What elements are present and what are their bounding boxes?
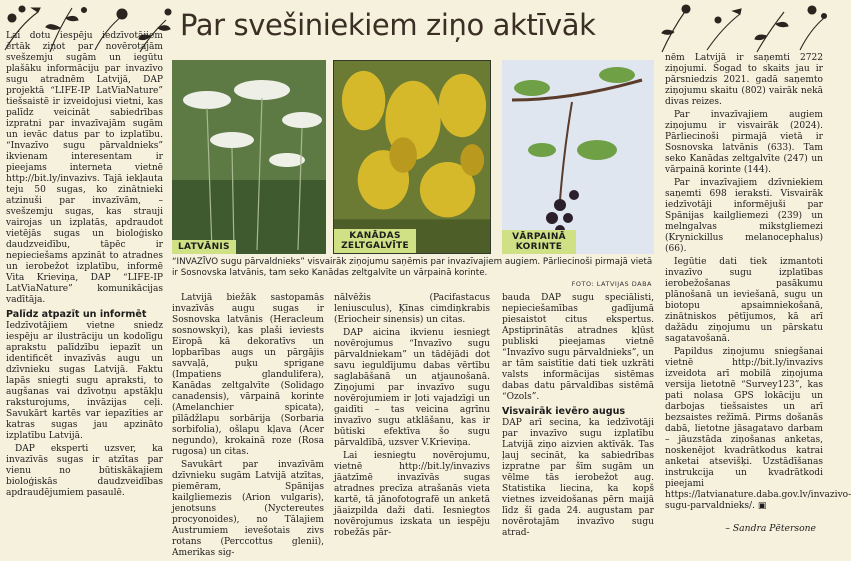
photo-label: KANĀDAS ZELTGALVĪTE: [334, 229, 416, 253]
photo-caption: “INVAZĪVO sugu pārvaldnieks” visvairāk ziņojumu saņēmis par invazīvajiem augiem. Pārliecinoši pirmajā vietā ir Sosnovska latvānis, tam seko Kanādas zeltgalvīte un vārpainā korinte.: [172, 257, 653, 278]
photo-credit: FOTO: LATVIJAS DABA: [571, 280, 652, 288]
paragraph: Par invazīvajiem dzīvniekiem saņemti 698 ieraksti. Visvairāk iedzīvotāji informējuši par Spānijas kailgliemezi (239) un melngalvas mikstgliemezi (Krynickillus melanocephalus) (66).: [665, 178, 823, 254]
column-3: [334, 293, 490, 541]
paragraph: nālvēžis (Pacifastacus leniusculus), Ķīnas cimdiņkrabis (Eriocheir sinensis) un citas.: [334, 293, 490, 325]
paragraph: Par invazīvajiem augiem ziņojumu ir visvairāk (2024). Pārliecinoši pirmajā vietā ir Sosnovska latvānis (633). Tam seko Kanādas zeltgalvīte (247) un vārpainā korinte (144).: [665, 110, 823, 175]
paragraph: DAP eksperti uzsver, ka invazīvās sugas ir atzītas par vienu no būtiskākajiem bioloģiskās daudzveidības apdraudējumiem pasaulē.: [6, 444, 163, 498]
paragraph: DAP aicina ikvienu iesniegt novērojumus “Invazīvo sugu pārvaldniekam” un tādējādi dot savu ieguldījumu dabas vērtību saglabāšanā un atjaunošanā. Ziņojumi par invazīvo sugu novērojumiem ir ļoti vajadzīgi un gaidīti – tas veicina agrīnu invazīvo sugu atklāšanu, kas ir būtiski efektīva šo sugu pārvaldībā, uzsver V.Krieviņa.: [334, 328, 490, 448]
photo-zeltgalvite: [333, 60, 491, 254]
paragraph: Latvijā biežāk sastopamās invazīvās augu sugas ir Sosnovska latvānis (Heracleum sosnowskyi), kas plaši ieviests Eiropā kā dekoratīvs un lopbarības augs un pārgājis savvaļā, puķu sprigane (Impatiens glandulifera), Kanādas zeltgalvīte (Solidago canadensis), vārpainā korinte (Amelanchier spicata), pīlādžlapu sorbārija (Sorbaria sorbifolia), ošlapu kļava (Acer negundo), krokainā roze (Rosa rugosa) un citas.: [172, 293, 324, 457]
paragraph: Lai iesniegtu novērojumu, vietnē http://bit.ly/invazivs jāatzīmē invazīvās sugas atradnes precīza atrašanās vieta kartē, tā jānofotografē un anketā jāaizpilda daži dati. Iesniegtos novērojumus izskata un iespēju robežās pār-: [334, 451, 490, 538]
section-heading: Palīdz atpazīt un informēt: [6, 309, 147, 320]
section-heading: Visvairāk ievēro augus: [502, 406, 626, 417]
paragraph: bauda DAP sugu speciālisti, nepieciešamības gadījumā piesaistot citus ekspertus. Apstiprinātās atradnes kļūst publiski pieejamas vietnē “Invazīvo sugu pārvaldnieks”, un ar tām saistītie dati tiek uzkrāti valsts informācijas sistēmas dabas datu pārvaldības sistēmā “Ozols”.: [502, 293, 654, 402]
photo-latvanis: [172, 60, 326, 254]
column-5: [665, 53, 851, 514]
column-4: [502, 293, 654, 541]
photo-label: LATVĀNIS: [172, 240, 236, 254]
paragraph: Savukārt par invazīvām dzīvnieku sugām Latvijā atzītas, piemēram, Spānijas kailgliemezis (Arion vulgaris), jenotsuns (Nyctereutes procyonoides), no Tālajiem Austrumiem ievešotais zivs rotans (Perccottus glenii), Amerikas sig-: [172, 460, 324, 558]
paragraph: Papildus ziņojumu sniegšanai vietnē http://bit.ly/invazivs izveidota arī mobilā ziņojuma versija lietotnē “Survey123”, kas pati nolasa GPS lokāciju un darbojas tiešsaistes un arī bezsaistes režīmā. Pirms došanās dabā, lietotne jāsagatavo darbam – jāuzstāda ziņošanas anketas, noskenējot kvadrātkodus katrai anketai atsevišķi. Uzstādīšanas instrukcija un kvadrātkodi pieejami https://latvianature.daba.gov.lv/invazivo-sugu-parvaldnieks/. ▣: [665, 347, 851, 511]
photo-korinte: [502, 60, 654, 254]
author-signature: – Sandra Pētersone: [725, 523, 816, 534]
article-title: Par svešiniekiem ziņo aktīvāk: [180, 8, 596, 42]
paragraph: Iedzīvotājiem vietne sniedz iespēju ar ilustrāciju un kodolīgu aprakstu palīdzību iepazīt un identificēt invazīvās augu un dzīvnieku sugas Latvijā. Faktu lapās sniegti sugu apraksti, to augšanas vai dzīvotņu apstākļu raksturojums, invāzijas ceļi. Savukārt kartēs var iepazīties ar katras sugas jau apzināto izplatību Latvijā.: [6, 321, 163, 441]
paragraph: Iegūtie dati tiek izmantoti invazīvo sugu izplatības ierobežošanas pasākumu plānošanā un ieviešanā, sugu un biotopu apsaimniekošanā, zinātniskos pētījumos, kā arī dažādu ziņojumu un pārskatu sagatavošanā.: [665, 257, 823, 344]
photo-label: VĀRPAINĀ KORINTE: [502, 230, 576, 254]
column-1: [6, 31, 163, 501]
plant-decoration-right: [652, 0, 830, 55]
paragraph: Lai dotu iespēju iedzīvotājiem ērtāk ziņot par novērotajām svešzemju sugām un iegūtu plašāku informāciju par invazīvo sugu atradnēm Latvijā, DAP projektā “LIFE-IP LatViaNature” tiešsaistē ir izveidojusi vietni, kas palīdz veicināt sabiedrības izpratni par invazīvajām sugām un ievāc datus par to izplatību. “Invazīvo sugu pārvaldnieks” ikvienam interesentam ir pieejams interneta vietnē http://bit.ly/invazivs. Tajā iekļauta teju 50 sugas, ko zinātnieki atzinuši par invazīvām, – svešzemju sugas, kas strauji vairojas un izplatās, apdraudot vietējās sugas un bioloģisko daudzveidību, tāpēc ir nepieciešams apzināt to atradnes un ierobežot izplatību, informē Vita Krieviņa, DAP “LIFE-IP LatViaNature” komunikācijas vadītāja.: [6, 31, 163, 305]
paragraph: DAP arī secina, ka iedzīvotāji par invazīvo sugu izplatību Latvijā ziņo aizvien aktīvāk. Tas ļauj secināt, ka sabiedrības izpratne par šīm sugām un vēlme tās ierobežot aug. Statistika liecina, ka kopš vietnes izveidošanas pērn maijā līdz šī gada 24. augustam par novērotajām invazīvo sugu atrad-: [502, 418, 654, 538]
column-2: [172, 293, 324, 561]
paragraph: nēm Latvijā ir saņemti 2722 ziņojumi. Šogad to skaits jau ir pārsniedzis 2021. gadā saņemto ziņojumu skaitu (802) vairāk nekā divas reizes.: [665, 53, 823, 107]
